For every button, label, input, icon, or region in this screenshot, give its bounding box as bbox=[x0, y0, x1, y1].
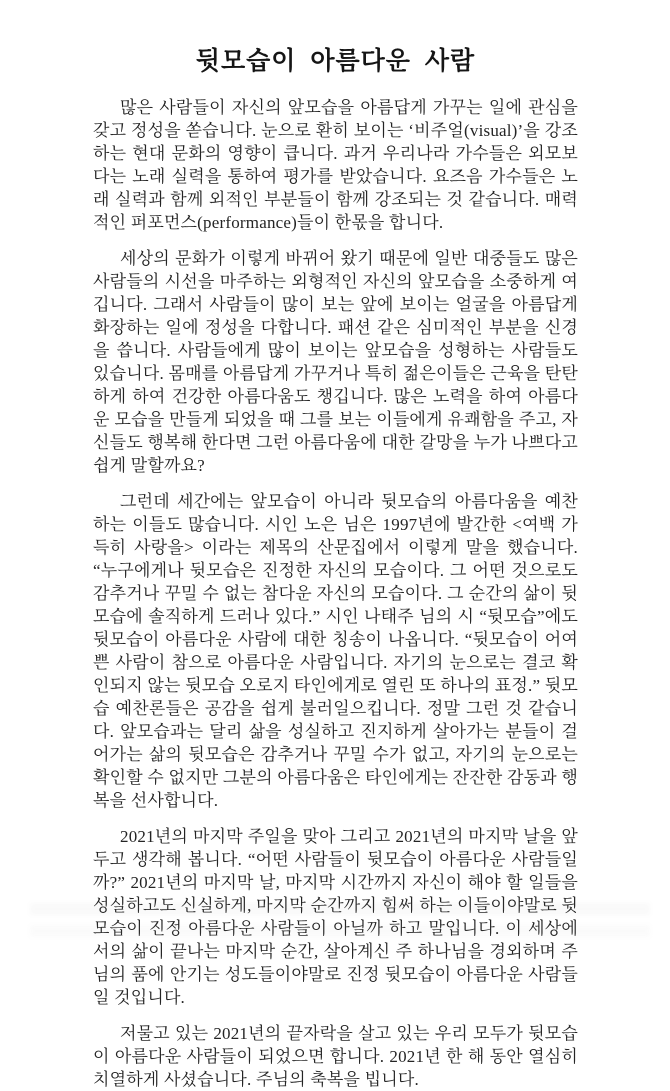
document-title: 뒷모습이 아름다운 사람 bbox=[195, 47, 476, 75]
paragraph-closing-blessing: 저물고 있는 2021년의 끝자락을 살고 있는 우리 모두가 뒷모습이 아름다운 사람들이 되었으면 합니다. 2021년 한 해 동안 열심히 치열하게 사셨습니다. 주님의 축복을 빕니다. bbox=[93, 1024, 578, 1089]
paragraph-intro-front-appearance: 많은 사람들이 자신의 앞모습을 아름답게 가꾸는 일에 관심을 갖고 정성을 쏟습니다. 눈으로 환히 보이는 ‘비주얼(visual)’을 강조하는 현대 문화의 영향이 큽니다. 과거 우리나라 가수들은 외모보다는 노래 실력을 통하여 평가를 받았습니다. 요즈음 가수들은 노래 실력과 함께 외적인 부분들이 함께 강조되는 것 같습니다. 매력적인 퍼포먼스(performance)들이 한몫을 합니다. bbox=[93, 98, 578, 232]
paragraph-praise-of-back-appearance: 그런데 세간에는 앞모습이 아니라 뒷모습의 아름다움을 예찬하는 이들도 많습니다. 시인 노은 님은 1997년에 발간한 <여백 가득히 사랑을> 이라는 제목의 산문집에서 이렇게 말을 했습니다. “누구에게나 뒷모습은 진정한 자신의 모습이다. 그 어떤 것으로도 감추거나 꾸밀 수 없는 참다운 자신의 모습이다. 그 순간의 삶이 뒷모습에 솔직하게 드러나 있다.” 시인 나태주 님의 시 “뒷모습”에도 뒷모습이 아름다운 사람에 대한 칭송이 나옵니다. “뒷모습이 어여쁜 사람이 참으로 아름다운 사람입니다. 자기의 눈으로는 결코 확인되지 않는 뒷모습 오로지 타인에게로 열린 또 하나의 표정.” 뒷모습 예찬론들은 공감을 쉽게 불러일으킵니다. 정말 그런 것 같습니다. 앞모습과는 달리 삶을 성실하고 진지하게 살아가는 분들이 걸어가는 삶의 뒷모습은 감추거나 꾸밀 수가 없고, 자기의 눈으로는 확인할 수 없지만 그분의 아름다움은 타인에게는 잔잔한 감동과 행복을 선사합니다. bbox=[93, 492, 578, 810]
paragraph-last-sunday-of-2021: 2021년의 마지막 주일을 맞아 그리고 2021년의 마지막 날을 앞두고 생각해 봅니다. “어떤 사람들이 뒷모습이 아름다운 사람들일까?” 2021년의 마지막 날, 마지막 시간까지 자신이 해야 할 일들을 성실하고도 신실하게, 마지막 순간까지 힘써 하는 이들이야말로 뒷모습이 진정 아름다운 사람들이 아닐까 하고 말입니다. 이 세상에서의 삶이 끝나는 마지막 순간, 살아계신 주 하나님을 경외하며 주님의 품에 안기는 성도들이야말로 진정 뒷모습이 아름다운 사람들일 것입니다. bbox=[93, 827, 578, 1007]
paragraph-culture-of-appearance: 세상의 문화가 이렇게 바뀌어 왔기 때문에 일반 대중들도 많은 사람들의 시선을 마주하는 외형적인 자신의 앞모습을 소중하게 여깁니다. 그래서 사람들이 많이 보는 앞에 보이는 얼굴을 아름답게 화장하는 일에 정성을 다합니다. 패션 같은 심미적인 부분을 신경을 씁니다. 사람들에게 많이 보이는 앞모습을 성형하는 사람들도 있습니다. 몸매를 아름답게 가꾸거나 특히 젊은이들은 근육을 탄탄하게 하여 건강한 아름다움도 챙깁니다. 많은 노력을 하여 아름다운 모습을 만들게 되었을 때 그를 보는 이들에게 유쾌함을 주고, 자신들도 행복해 한다면 그런 아름다움에 대한 갈망을 누가 나쁘다고 쉽게 말할까요? bbox=[93, 249, 578, 475]
